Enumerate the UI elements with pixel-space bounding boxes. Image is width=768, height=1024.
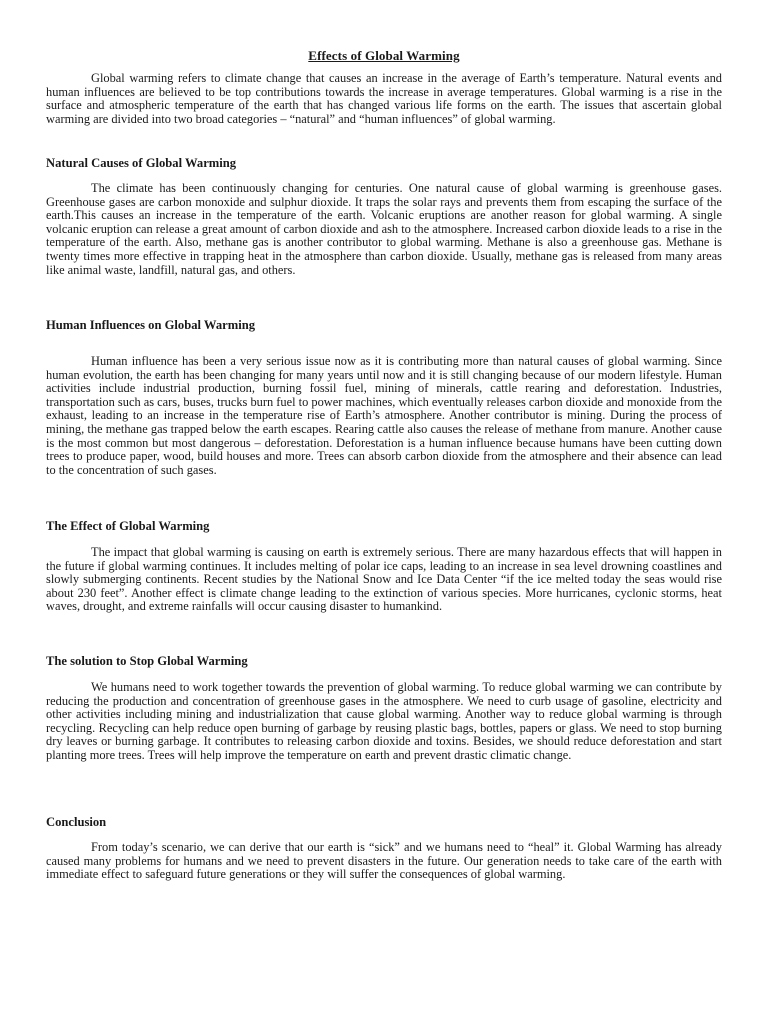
- paragraph-natural-causes: The climate has been continuously changing for centuries. One natural cause of global warming is greenhouse gases. Greenhouse gases are carbon monoxide and sulphur dioxide. It traps the solar rays and prevents them from escaping the surface of the earth.This causes an increase in the temperature of the earth. Volcanic eruptions are another reason for global warming. A single volcanic eruption can release a great amount of carbon dioxide and ash to the atmosphere. Increased carbon dioxide leads to a rise in the temperature of the earth. Also, methane gas is another contributor to global warming. Methane is also a greenhouse gas. Methane is twenty times more effective in trapping heat in the atmosphere than carbon dioxide. Usually, methane gas is released from many areas like animal waste, landfill, natural gas, and others.: [46, 181, 722, 277]
- paragraph-effect: The impact that global warming is causing on earth is extremely serious. There are many hazardous effects that will happen in the future if global warming continues. It includes melting of polar ice caps, leading to an increase in sea level drowning coastlines and slowly submerging continents. Recent studies by the National Snow and Ice Data Center “if the ice melted today the seas would rise about 230 feet”. Another effect is climate change leading to the extinction of various species. More hurricanes, cyclonic storms, heat waves, drought, and extreme rainfalls will occur causing disaster to humankind.: [46, 545, 722, 614]
- paragraph-solution: We humans need to work together towards the prevention of global warming. To reduce global warming we can contribute by reducing the production and concentration of greenhouse gases in the atmosphere. We need to curb usage of gasoline, electricity and other activities including mining and industrialization that cause global warming. Another way to reduce global warming is through recycling. Recycling can help reduce open burning of garbage by reusing plastic bags, bottles, papers or glass. We need to stop burning dry leaves or burning garbage. It contributes to releasing carbon dioxide and toxins. Besides, we should reduce deforestation and start planting more trees. Trees will help improve the temperature on earth and prevent drastic climatic change.: [46, 680, 722, 762]
- heading-conclusion: Conclusion: [46, 815, 107, 829]
- document-title: Effects of Global Warming: [308, 48, 460, 63]
- paragraph-conclusion: From today’s scenario, we can derive that our earth is “sick” and we humans need to “heal” it. Global Warming has already caused many problems for humans and we need to prevent disasters in the future. Our generation needs to take care of the earth with immediate effect to safeguard future generations or they will suffer the consequences of global warming.: [46, 840, 722, 882]
- paragraph-human-influences: Human influence has been a very serious issue now as it is contributing more than natural causes of global warming. Since human evolution, the earth has been changing for many years until now and it is still changing because of our modern lifestyle. Human activities include industrial production, burning fossil fuel, mining of minerals, cattle rearing and deforestation. Industries, transportation such as cars, buses, trucks burn fuel to power machines, which eventually releases carbon dioxide and monoxide from the exhaust, leading to an increase in the temperature rise of Earth’s atmosphere. Another contributor is mining. During the process of mining, the methane gas trapped below the earth escapes. Rearing cattle also causes the release of methane from manure. Another cause is the most common but most dangerous – deforestation. Deforestation is a human influence because humans have been cutting down trees to produce paper, wood, build houses and more. Trees can absorb carbon dioxide from the atmosphere and their absence can lead to the concentration of such gases.: [46, 354, 722, 477]
- intro-paragraph: Global warming refers to climate change that causes an increase in the average of Earth’s temperature. Natural events and human influences are believed to be top contributions towards the increase in average temperatures. Global warming is a rise in the surface and atmospheric temperature of the earth that has changed various life forms on the earth. The issues that ascertain global warming are divided into two broad categories – “natural” and “human influences” of global warming.: [46, 71, 722, 126]
- heading-effect: The Effect of Global Warming: [46, 519, 210, 533]
- heading-solution: The solution to Stop Global Warming: [46, 654, 248, 668]
- heading-human-influences: Human Influences on Global Warming: [46, 318, 256, 332]
- heading-natural-causes: Natural Causes of Global Warming: [46, 156, 237, 170]
